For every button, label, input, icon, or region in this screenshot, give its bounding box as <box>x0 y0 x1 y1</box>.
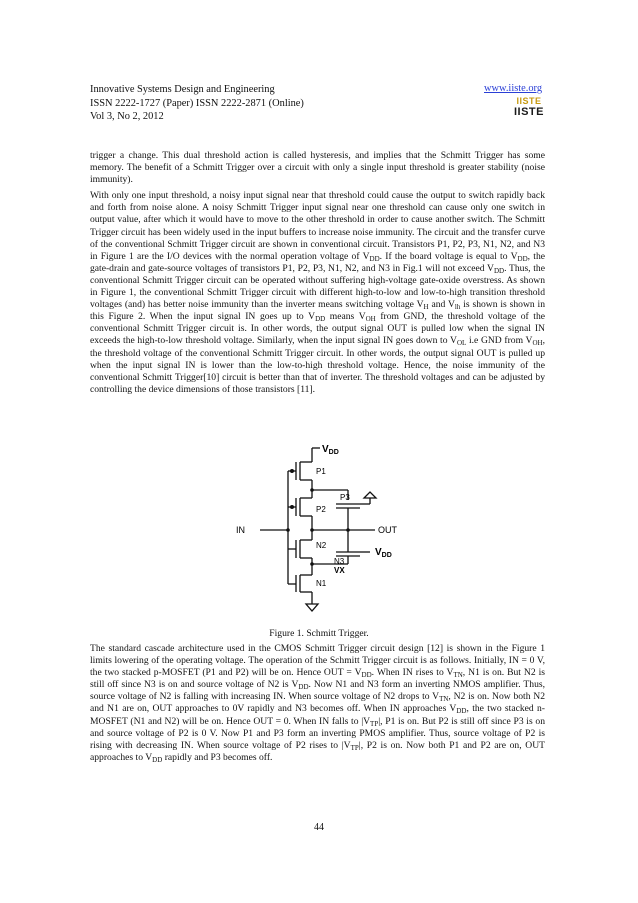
n2-label: N2 <box>316 541 327 550</box>
p3-label: P3 <box>340 493 350 502</box>
body-text-upper <box>90 150 545 400</box>
logo-top-text: IISTE <box>516 96 542 106</box>
in-label: IN <box>236 525 245 535</box>
journal-title: Innovative Systems Design and Engineering <box>90 84 275 95</box>
journal-volume: Vol 3, No 2, 2012 <box>90 111 164 122</box>
journal-header <box>90 83 304 124</box>
journal-url-link[interactable]: www.iiste.org <box>484 83 543 94</box>
paragraph-2: With only one input threshold, a noisy input signal near that threshold could cause the output to switch rapidly back and forth from noise alone. A noisy Schmitt Trigger input signal near one threshold can cause only one switch in output value, after which it would have to move to the other threshold in order to cause another switch. The Schmitt Trigger circuit has been widely used in the input buffers to increase noise immunity. The circuit and the transfer curve of the conventional Schmitt Trigger circuit are shown in conventional circuit. Transistors P1, P2, P3, N1, N2, and N3 in Figure 1 are the I/O devices with the normal operation voltage of $V_{DD}$. If the board voltage is equal to $V_{DD}$, the gate-drain and gate-source voltages of transistors P1, P2, P3, N1, N2, and N3 in Fig.1 will not exceed $V_{DD}$. Thus, the conventional Schmitt Trigger circuit can be operated without suffering high-voltage gate-oxide overstress. As shown in Figure 1, the conventional Schmitt Trigger circuit with different high-to-low and low-to-high transition threshold voltages (and) has better noise immunity than the inverter means switching voltage $V_H$ and $V_{lh}$ is shown is shown in this Figure 2. When the input signal IN goes up to $V_{DD}$ means $V_{OH}$ from GND, the threshold voltage of the conventional Schmitt Trigger circuit is. In other words, the output signal OUT is pulled low when the signal IN exceeds the high-to-low threshold voltage. Similarly, when the input signal IN goes down to $V_{OL}$ i.e GND from $V_{OH}$, the threshold voltage of the conventional Schmitt Trigger circuit. In other words, the output signal OUT is pulled up when the input signal IN is lower than the low-to-high threshold voltage. Hence, the noise immunity of the conventional Schmitt Trigger[10] circuit is better than that of inverter. The threshold voltages and can be adjusted by controlling the device dimensions of those transistors [11]. <box>90 190 546 395</box>
paragraph-1: trigger a change. This dual threshold action is called hysteresis, and implies that the Schmitt Trigger has some memory. The benefit of a Schmitt Trigger over a circuit with only a single input threshold is greater stability (noise immunity). <box>90 150 545 186</box>
page-number: 44 <box>314 822 324 833</box>
n1-label: N1 <box>316 579 327 588</box>
vx-label: VX <box>334 566 345 575</box>
schmitt-trigger-circuit-diagram <box>230 440 420 620</box>
vdd-top-label: $V_{DD}$ <box>322 444 339 456</box>
journal-issn: ISSN 2222-1727 (Paper) ISSN 2222-2871 (Online) <box>90 97 304 109</box>
n3-label: N3 <box>334 557 345 566</box>
p1-label: P1 <box>316 467 326 476</box>
iiste-logo <box>512 96 546 120</box>
figure-caption: Figure 1. Schmitt Trigger. <box>269 628 369 639</box>
out-label: OUT <box>378 525 397 535</box>
paragraph-3: The standard cascade architecture used in the CMOS Schmitt Trigger circuit design [12] is shown in the Figure 1 limits lowering of the operating voltage. The operation of the Schmitt Trigger circuit is as follows. Initially, IN = 0 V, the two stacked p-MOSFET (P1 and P2) will be on. Hence OUT = $V_{DD}$. When IN rises to $V_{TN}$, N1 is on. But N2 is still off since N3 is on and source voltage of N2 is $V_{DD}$. Now N1 and N3 form an inverting NMOS amplifier. Thus, source voltage of N2 is falling with increasing IN. When source voltage of N2 drops to $V_{TN}$, N2 is on. Now both N2 and N1 are on, OUT approaches to 0V rapidly and N3 becomes off. When IN approaches $V_{DD}$, the two stacked n-MOSFET (N1 and N2) will be on. Hence OUT = 0. When IN falls to $|V_{TP}|$, P1 is on. But P2 is still off since P3 is on and source voltage of P2 is 0 V. Now P1 and P3 form an inverting PMOS amplifier. Thus, source voltage of P2 is rising with decreasing IN. When source voltage of P2 rises to $|V_{TP}|$, P2 is on. Now both P1 and P2 are on, OUT approaches to $V_{DD}$ rapidly and P3 becomes off. <box>90 643 546 764</box>
logo-bottom-text: IISTE <box>513 106 544 118</box>
p2-label: P2 <box>316 505 326 514</box>
body-text-lower <box>90 643 545 768</box>
vdd-right-label: $V_{DD}$ <box>375 547 392 559</box>
